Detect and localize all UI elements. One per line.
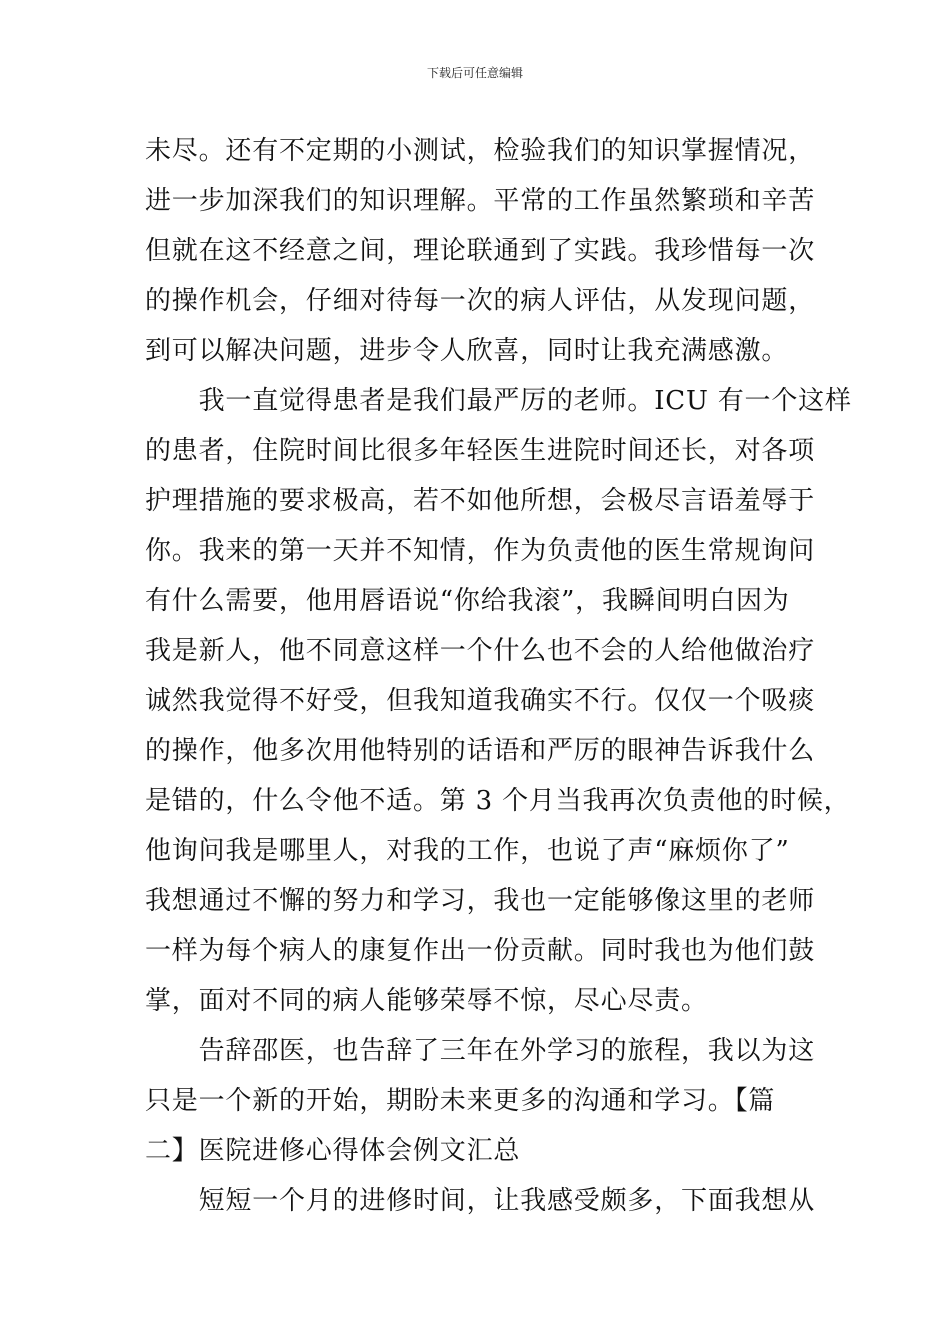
text-line: 但就在这不经意之间，理论联通到了实践。我珍惜每一次: [145, 236, 816, 266]
text-line: 我一直觉得患者是我们最严厉的老师。ICU 有一个这样: [145, 386, 852, 416]
text-line: 的操作机会，仔细对待每一次的病人评估，从发现问题，: [145, 286, 816, 316]
text-line: 你。我来的第一天并不知情，作为负责他的医生常规询问: [145, 536, 816, 566]
text-line: 有什么需要，他用唇语说“你给我滚”，我瞬间明白因为: [145, 586, 790, 616]
text-line: 一样为每个病人的康复作出一份贡献。同时我也为他们鼓: [145, 936, 816, 966]
text-line: 进一步加深我们的知识理解。平常的工作虽然繁琐和辛苦: [145, 186, 816, 216]
text-line: 未尽。还有不定期的小测试，检验我们的知识掌握情况，: [145, 136, 816, 166]
text-line: 短短一个月的进修时间，让我感受颇多，下面我想从: [145, 1186, 816, 1216]
text-line: 只是一个新的开始，期盼未来更多的沟通和学习。【篇: [145, 1086, 776, 1116]
text-line: 护理措施的要求极高，若不如他所想，会极尽言语羞辱于: [145, 486, 816, 516]
text-line: 的患者，住院时间比很多年轻医生进院时间还长，对各项: [145, 436, 816, 466]
text-line: 他询问我是哪里人，对我的工作，也说了声“麻烦你了”: [145, 836, 790, 866]
text-line: 诚然我觉得不好受，但我知道我确实不行。仅仅一个吸痰: [145, 686, 816, 716]
text-line: 到可以解决问题，进步令人欣喜，同时让我充满感激。: [145, 336, 789, 366]
text-line: 掌，面对不同的病人能够荣辱不惊，尽心尽责。: [145, 986, 708, 1016]
page-header: 下载后可任意编辑: [426, 66, 523, 80]
text-line: 我想通过不懈的努力和学习，我也一定能够像这里的老师: [145, 886, 816, 916]
text-line: 二】医院进修心得体会例文汇总: [145, 1136, 521, 1166]
document-body: [145, 126, 852, 1226]
text-line: 是错的，什么令他不适。第 3 个月当我再次负责他的时候，: [145, 786, 851, 816]
text-line: 告辞邵医，也告辞了三年在外学习的旅程，我以为这: [145, 1036, 816, 1066]
text-line: 我是新人，他不同意这样一个什么也不会的人给他做治疗: [145, 636, 816, 666]
text-line: 的操作，他多次用他特别的话语和严厉的眼神告诉我什么: [145, 736, 816, 766]
